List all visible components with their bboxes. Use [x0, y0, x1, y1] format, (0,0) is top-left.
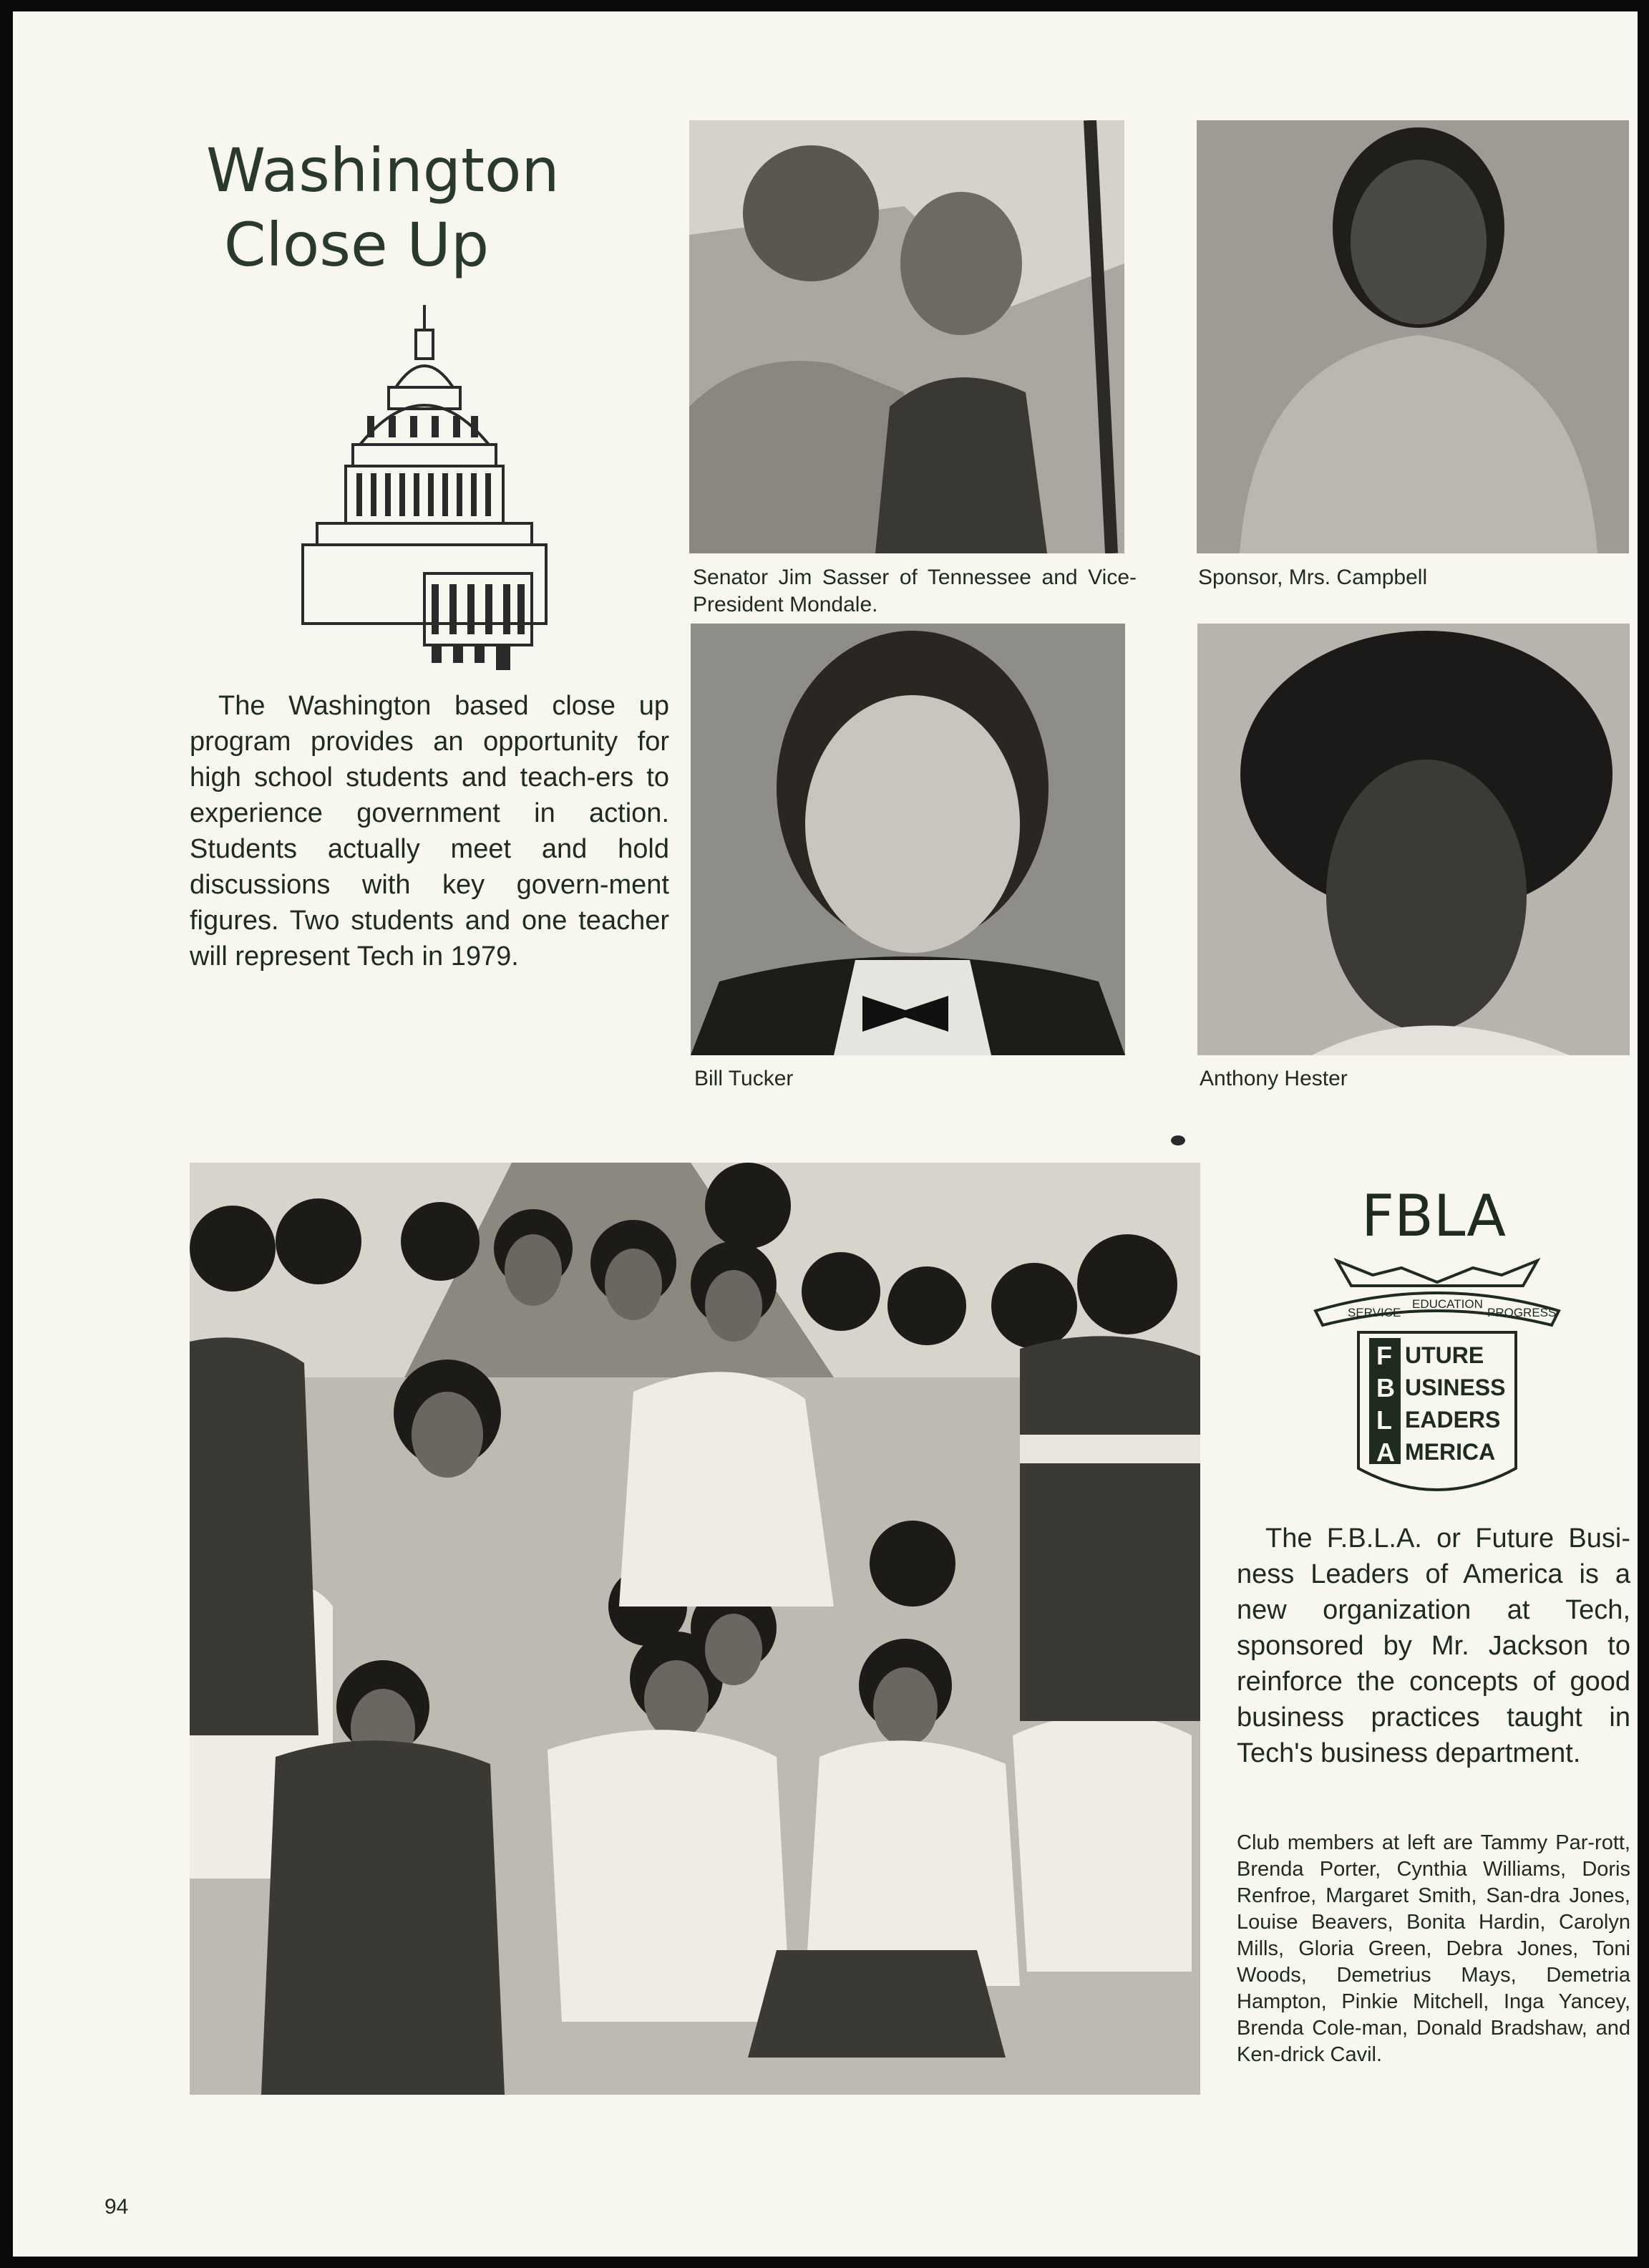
senators-photo	[689, 120, 1124, 553]
emblem-letter-a: A	[1376, 1438, 1395, 1467]
title-line-2: Close Up	[223, 210, 490, 280]
emblem-word-usiness: USINESS	[1405, 1375, 1506, 1400]
page-number: 94	[104, 2195, 129, 2219]
emblem-banner-progress: PROGRESS	[1487, 1306, 1557, 1319]
emblem-word-uture: UTURE	[1405, 1342, 1484, 1368]
fbla-emblem	[1308, 1254, 1566, 1511]
washington-body-text: The Washington based close up program provides an opportunity for high school students and teach-ers to experience government in action. Students actually meet and hold discussions with key govern-ment figures. Two students and one teacher will represent Tech in 1979.	[190, 691, 669, 971]
fbla-body-text: The F.B.L.A. or Future Busi-ness Leaders of America is a new organization at Tech, sponsored by Mr. Jackson to reinforce the concepts of good business practices taught in Tech's business department.	[1237, 1523, 1630, 1768]
fbla-heading: FBLA	[1361, 1183, 1507, 1249]
bill-tucker-photo	[691, 624, 1125, 1055]
senators-caption: Senator Jim Sasser of Tennessee and Vice-President Mondale.	[693, 566, 1137, 616]
bill-tucker-caption: Bill Tucker	[694, 1067, 794, 1090]
fbla-group-photo	[190, 1163, 1200, 2095]
anthony-hester-photo	[1197, 624, 1630, 1055]
yearbook-page	[13, 11, 1638, 2257]
capitol-illustration	[288, 301, 560, 674]
emblem-letter-b: B	[1376, 1373, 1395, 1402]
washington-close-up-title	[206, 133, 560, 282]
anthony-hester-caption: Anthony Hester	[1200, 1067, 1348, 1090]
emblem-word-merica: MERICA	[1405, 1439, 1496, 1465]
sponsor-photo	[1197, 120, 1629, 553]
emblem-banner-service: SERVICE	[1348, 1306, 1401, 1319]
title-line-1: Washington	[206, 135, 560, 205]
emblem-word-eaders: EADERS	[1405, 1407, 1501, 1433]
emblem-letter-f: F	[1376, 1341, 1392, 1370]
emblem-banner-education: EDUCATION	[1412, 1297, 1483, 1311]
ink-spot	[1171, 1135, 1185, 1145]
emblem-letter-l: L	[1376, 1405, 1392, 1435]
fbla-member-list: Club members at left are Tammy Par-rott, Brenda Porter, Cynthia Williams, Doris Renfroe, Margaret Smith, San-dra Jones, Louise Beavers, Bonita Hardin, Carolyn Mills, Gloria Green, Debra Jones, Toni Woods, Demetrius Mays, Demetria Hampton, Pinkie Mitchell, Inga Yancey, Brenda Cole-man, Donald Bradshaw, and Ken-drick Cavil.	[1237, 1831, 1630, 2066]
sponsor-caption: Sponsor, Mrs. Campbell	[1198, 566, 1428, 589]
